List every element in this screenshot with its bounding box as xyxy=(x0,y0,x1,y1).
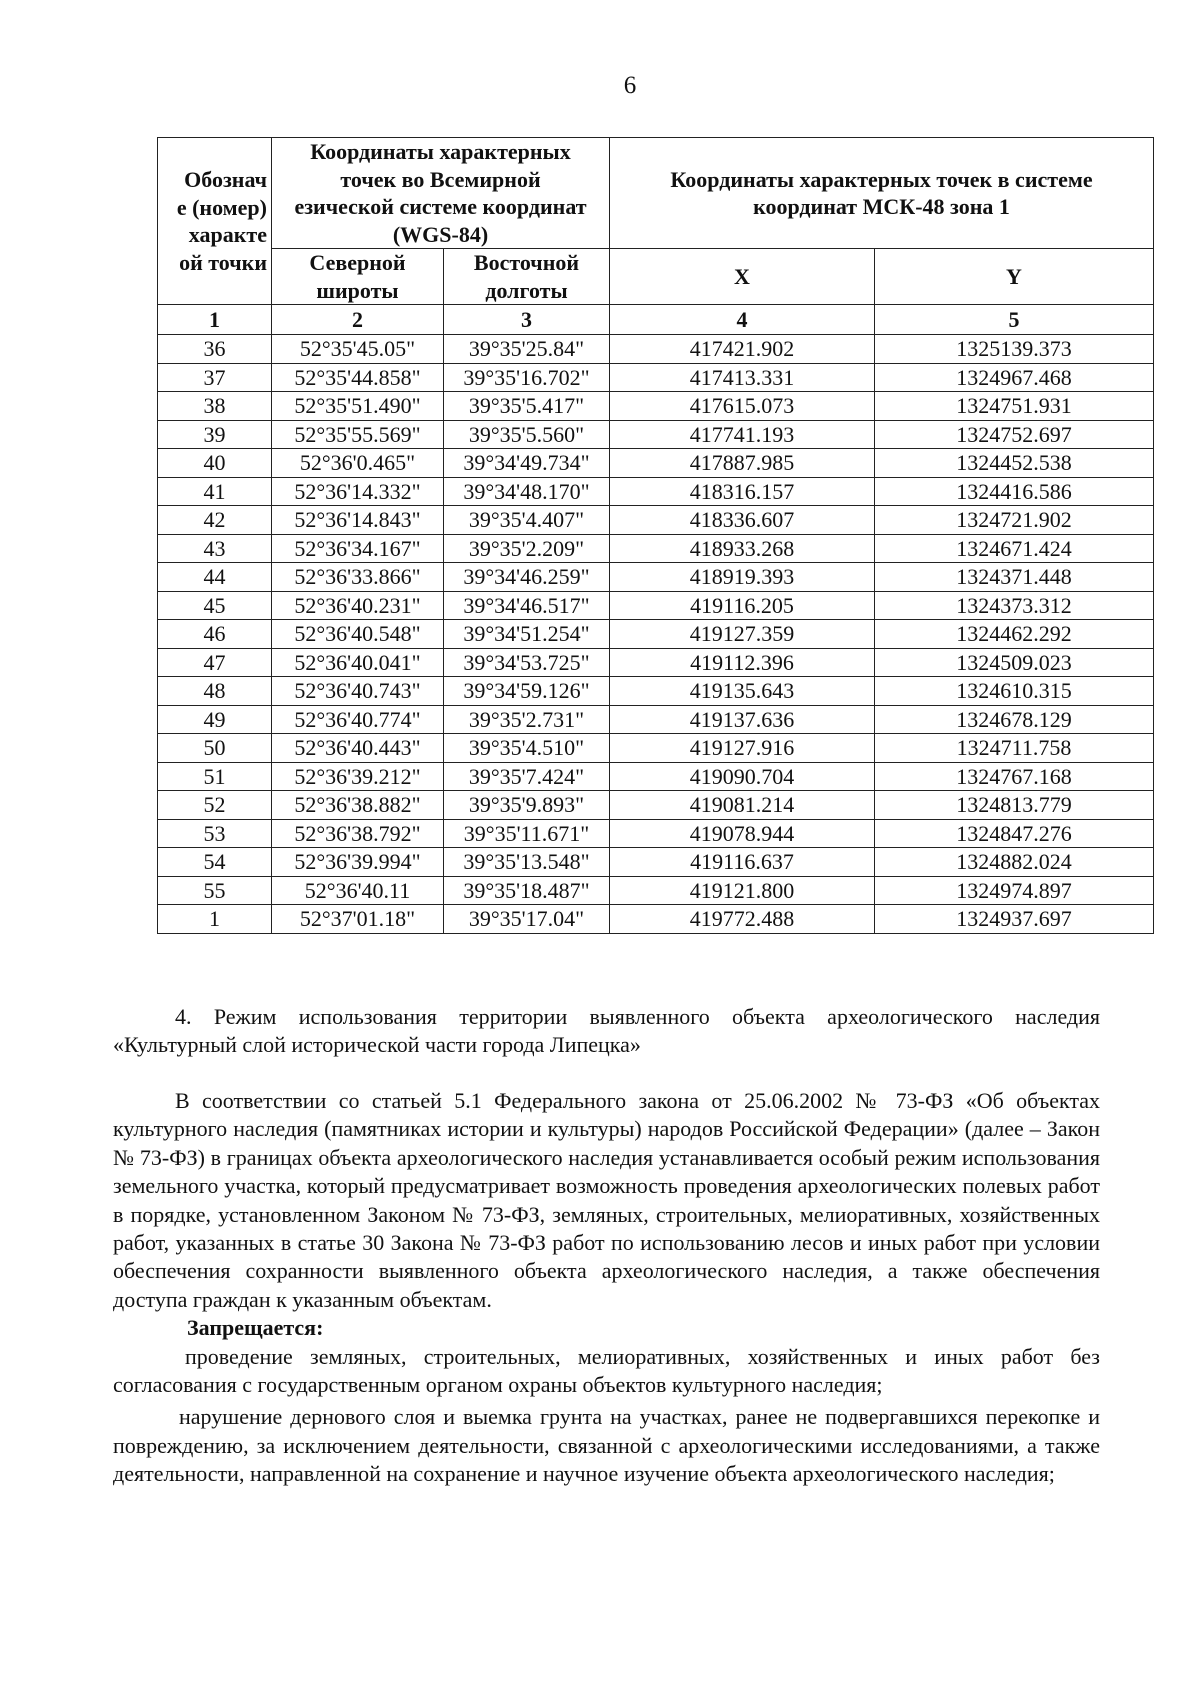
point-number-cell: 1 xyxy=(158,905,272,934)
east-longitude-cell: 39°35'17.04" xyxy=(444,905,610,934)
point-number-cell: 53 xyxy=(158,819,272,848)
table-row xyxy=(158,449,1154,478)
east-longitude-cell: 39°34'53.725" xyxy=(444,648,610,677)
north-latitude-cell: 52°36'38.792" xyxy=(272,819,444,848)
north-latitude-cell: 52°35'55.569" xyxy=(272,420,444,449)
table-row xyxy=(158,677,1154,706)
y-coordinate-cell: 1324610.315 xyxy=(875,677,1154,706)
x-coordinate-cell: 418933.268 xyxy=(610,534,875,563)
main-paragraph: В соответствии со статьей 5.1 Федерального закона от 25.06.2002 № 73-ФЗ «Об объектах культурного наследия (памятниках истории и культуры) народов Российской Федерации» (далее – Закон № 73-ФЗ) в границах объекта археологического наследия устанавливается особый режим использования земельного участка, который предусматривает возможность проведения археологических полевых работ в порядке, установленном Законом № 73-ФЗ, земляных, строительных, мелиоративных, хозяйственных работ, указанных в статье 30 Закона № 73-ФЗ работ по использованию лесов и иных работ при условии обеспечения сохранности выявленного объекта археологического наследия, а также обеспечения доступа граждан к указанным объектам. xyxy=(113,1088,1100,1312)
x-coordinate-cell: 419112.396 xyxy=(610,648,875,677)
east-longitude-cell: 39°35'16.702" xyxy=(444,363,610,392)
point-number-cell: 47 xyxy=(158,648,272,677)
y-coordinate-cell: 1324967.468 xyxy=(875,363,1154,392)
x-coordinate-cell: 419116.637 xyxy=(610,848,875,877)
header-north-line: Северной xyxy=(309,250,406,275)
east-longitude-cell: 39°35'2.731" xyxy=(444,705,610,734)
column-number: 2 xyxy=(272,305,444,335)
point-number-cell: 46 xyxy=(158,620,272,649)
y-coordinate-cell: 1324416.586 xyxy=(875,477,1154,506)
y-coordinate-cell: 1324937.697 xyxy=(875,905,1154,934)
y-coordinate-cell: 1325139.373 xyxy=(875,335,1154,364)
y-coordinate-cell: 1324711.758 xyxy=(875,734,1154,763)
point-number-cell: 45 xyxy=(158,591,272,620)
x-coordinate-cell: 419078.944 xyxy=(610,819,875,848)
header-east-longitude xyxy=(444,249,610,305)
header-wgs84-line: (WGS-84) xyxy=(392,221,489,247)
north-latitude-cell: 52°36'40.11 xyxy=(272,876,444,905)
x-coordinate-cell: 417421.902 xyxy=(610,335,875,364)
table-row xyxy=(158,506,1154,535)
table-row xyxy=(158,905,1154,934)
coordinates-table xyxy=(157,137,1154,934)
table-row xyxy=(158,762,1154,791)
north-latitude-cell: 52°36'14.843" xyxy=(272,506,444,535)
header-wgs84-line: езической системе координат xyxy=(294,194,587,219)
y-coordinate-cell: 1324509.023 xyxy=(875,648,1154,677)
y-coordinate-cell: 1324671.424 xyxy=(875,534,1154,563)
body-block xyxy=(113,1087,1100,1489)
header-x: X xyxy=(610,249,875,305)
north-latitude-cell: 52°35'51.490" xyxy=(272,392,444,421)
x-coordinate-cell: 417615.073 xyxy=(610,392,875,421)
table-row xyxy=(158,534,1154,563)
y-coordinate-cell: 1324813.779 xyxy=(875,791,1154,820)
north-latitude-cell: 52°36'40.443" xyxy=(272,734,444,763)
y-coordinate-cell: 1324751.931 xyxy=(875,392,1154,421)
north-latitude-cell: 52°36'14.332" xyxy=(272,477,444,506)
section-heading: 4. Режим использования территории выявленного объекта археологического наследия «Культурный слой исторической части города Липецка» xyxy=(113,1004,1100,1058)
table-row xyxy=(158,648,1154,677)
header-point-designation-line: Обознач xyxy=(184,167,267,192)
header-east-line: долготы xyxy=(485,277,568,303)
header-point-designation-line: характе xyxy=(188,222,267,247)
east-longitude-cell: 39°34'46.517" xyxy=(444,591,610,620)
north-latitude-cell: 52°36'40.548" xyxy=(272,620,444,649)
section-heading-block xyxy=(113,1003,1100,1060)
table-row xyxy=(158,819,1154,848)
prohibited-label: Запрещается: xyxy=(187,1315,324,1341)
prohibited-item-1: проведение земляных, строительных, мелиоративных, хозяйственных и иных работ без согласования с государственным органом охраны объектов культурного наследия; xyxy=(113,1343,1100,1398)
x-coordinate-cell: 419127.359 xyxy=(610,620,875,649)
prohibited-item-2: нарушение дернового слоя и выемка грунта на участках, ранее не подвергавшихся перекопке и повреждению, за исключением деятельности, связанной с археологическими исследованиями, а также деятельности, направленной на сохранение и научное изучение объекта археологического наследия; xyxy=(113,1404,1100,1487)
x-coordinate-cell: 419135.643 xyxy=(610,677,875,706)
east-longitude-cell: 39°35'13.548" xyxy=(444,848,610,877)
x-coordinate-cell: 419127.916 xyxy=(610,734,875,763)
table-row xyxy=(158,705,1154,734)
y-coordinate-cell: 1324721.902 xyxy=(875,506,1154,535)
north-latitude-cell: 52°35'44.858" xyxy=(272,363,444,392)
x-coordinate-cell: 419090.704 xyxy=(610,762,875,791)
east-longitude-cell: 39°35'25.84" xyxy=(444,335,610,364)
north-latitude-cell: 52°36'40.041" xyxy=(272,648,444,677)
header-wgs84 xyxy=(272,138,610,249)
north-latitude-cell: 52°35'45.05" xyxy=(272,335,444,364)
east-longitude-cell: 39°35'2.209" xyxy=(444,534,610,563)
north-latitude-cell: 52°36'38.882" xyxy=(272,791,444,820)
column-number: 3 xyxy=(444,305,610,335)
east-longitude-cell: 39°34'49.734" xyxy=(444,449,610,478)
east-longitude-cell: 39°35'9.893" xyxy=(444,791,610,820)
east-longitude-cell: 39°35'5.560" xyxy=(444,420,610,449)
table-row xyxy=(158,591,1154,620)
table-row xyxy=(158,392,1154,421)
north-latitude-cell: 52°36'40.774" xyxy=(272,705,444,734)
y-coordinate-cell: 1324847.276 xyxy=(875,819,1154,848)
point-number-cell: 55 xyxy=(158,876,272,905)
header-msk48-line: Координаты характерных точек в системе xyxy=(670,166,1093,192)
point-number-cell: 36 xyxy=(158,335,272,364)
table-row xyxy=(158,563,1154,592)
north-latitude-cell: 52°36'39.212" xyxy=(272,762,444,791)
table-row xyxy=(158,791,1154,820)
x-coordinate-cell: 417741.193 xyxy=(610,420,875,449)
header-wgs84-line: Координаты характерных xyxy=(310,139,571,164)
header-north-line: широты xyxy=(316,277,399,303)
point-number-cell: 54 xyxy=(158,848,272,877)
x-coordinate-cell: 418919.393 xyxy=(610,563,875,592)
north-latitude-cell: 52°36'0.465" xyxy=(272,449,444,478)
x-coordinate-cell: 419121.800 xyxy=(610,876,875,905)
point-number-cell: 40 xyxy=(158,449,272,478)
east-longitude-cell: 39°35'4.510" xyxy=(444,734,610,763)
y-coordinate-cell: 1324678.129 xyxy=(875,705,1154,734)
east-longitude-cell: 39°34'59.126" xyxy=(444,677,610,706)
x-coordinate-cell: 419772.488 xyxy=(610,905,875,934)
table-row xyxy=(158,335,1154,364)
table-row xyxy=(158,477,1154,506)
north-latitude-cell: 52°37'01.18" xyxy=(272,905,444,934)
x-coordinate-cell: 419081.214 xyxy=(610,791,875,820)
table-row xyxy=(158,363,1154,392)
header-point-designation xyxy=(158,138,272,305)
header-point-designation-line: ой точки xyxy=(179,249,267,275)
y-coordinate-cell: 1324373.312 xyxy=(875,591,1154,620)
east-longitude-cell: 39°35'11.671" xyxy=(444,819,610,848)
coordinates-table-body xyxy=(158,335,1154,934)
header-msk48 xyxy=(610,138,1154,249)
header-east-line: Восточной xyxy=(473,250,580,275)
column-number: 5 xyxy=(875,305,1154,335)
point-number-cell: 37 xyxy=(158,363,272,392)
header-wgs84-line: точек во Всемирной xyxy=(340,166,541,192)
point-number-cell: 38 xyxy=(158,392,272,421)
header-point-designation-line: е (номер) xyxy=(176,194,267,220)
x-coordinate-cell: 417887.985 xyxy=(610,449,875,478)
east-longitude-cell: 39°35'5.417" xyxy=(444,392,610,421)
east-longitude-cell: 39°35'4.407" xyxy=(444,506,610,535)
north-latitude-cell: 52°36'34.167" xyxy=(272,534,444,563)
y-coordinate-cell: 1324882.024 xyxy=(875,848,1154,877)
header-north-latitude xyxy=(272,249,444,305)
east-longitude-cell: 39°35'18.487" xyxy=(444,876,610,905)
y-coordinate-cell: 1324767.168 xyxy=(875,762,1154,791)
north-latitude-cell: 52°36'40.231" xyxy=(272,591,444,620)
y-coordinate-cell: 1324752.697 xyxy=(875,420,1154,449)
east-longitude-cell: 39°34'51.254" xyxy=(444,620,610,649)
column-number: 4 xyxy=(610,305,875,335)
x-coordinate-cell: 417413.331 xyxy=(610,363,875,392)
table-row xyxy=(158,734,1154,763)
header-msk48-line: координат МСК-48 зона 1 xyxy=(753,194,1010,219)
north-latitude-cell: 52°36'39.994" xyxy=(272,848,444,877)
east-longitude-cell: 39°34'46.259" xyxy=(444,563,610,592)
page-number: 6 xyxy=(623,72,637,99)
point-number-cell: 52 xyxy=(158,791,272,820)
point-number-cell: 50 xyxy=(158,734,272,763)
header-y: Y xyxy=(875,249,1154,305)
x-coordinate-cell: 418316.157 xyxy=(610,477,875,506)
table-row xyxy=(158,620,1154,649)
x-coordinate-cell: 419137.636 xyxy=(610,705,875,734)
point-number-cell: 44 xyxy=(158,563,272,592)
table-row xyxy=(158,876,1154,905)
y-coordinate-cell: 1324371.448 xyxy=(875,563,1154,592)
table-row xyxy=(158,420,1154,449)
point-number-cell: 51 xyxy=(158,762,272,791)
x-coordinate-cell: 419116.205 xyxy=(610,591,875,620)
point-number-cell: 49 xyxy=(158,705,272,734)
north-latitude-cell: 52°36'33.866" xyxy=(272,563,444,592)
point-number-cell: 42 xyxy=(158,506,272,535)
north-latitude-cell: 52°36'40.743" xyxy=(272,677,444,706)
point-number-cell: 39 xyxy=(158,420,272,449)
column-number: 1 xyxy=(158,305,272,335)
x-coordinate-cell: 418336.607 xyxy=(610,506,875,535)
y-coordinate-cell: 1324974.897 xyxy=(875,876,1154,905)
y-coordinate-cell: 1324452.538 xyxy=(875,449,1154,478)
y-coordinate-cell: 1324462.292 xyxy=(875,620,1154,649)
point-number-cell: 41 xyxy=(158,477,272,506)
east-longitude-cell: 39°34'48.170" xyxy=(444,477,610,506)
point-number-cell: 43 xyxy=(158,534,272,563)
point-number-cell: 48 xyxy=(158,677,272,706)
table-row xyxy=(158,848,1154,877)
east-longitude-cell: 39°35'7.424" xyxy=(444,762,610,791)
